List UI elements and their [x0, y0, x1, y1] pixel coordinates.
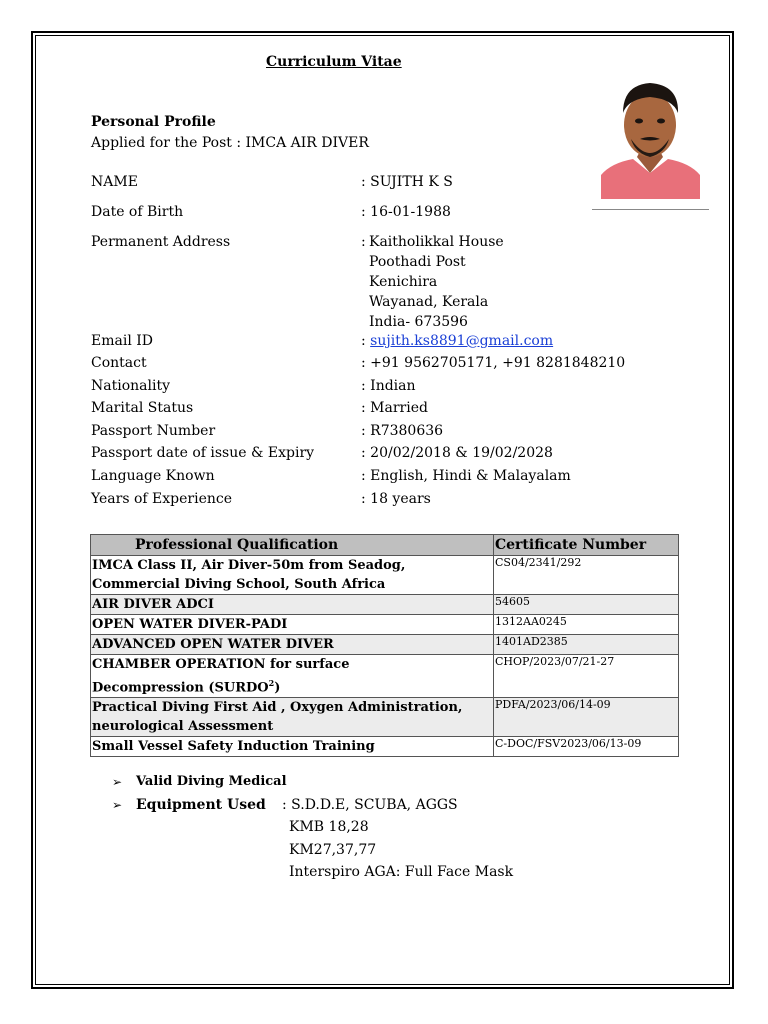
table-row: [91, 556, 679, 595]
contact-label: Contact: [91, 355, 147, 371]
qualification-text: CHAMBER OPERATION for surface: [92, 657, 350, 672]
certificate-cell: 54605: [494, 595, 679, 615]
qualification-header: Professional Qualification: [91, 535, 494, 556]
marital-value: : Married: [361, 400, 428, 416]
language-value: : English, Hindi & Malayalam: [361, 468, 571, 484]
certificate-cell: 1401AD2385: [494, 635, 679, 655]
equipment-line: Interspiro AGA: Full Face Mask: [289, 864, 514, 880]
qualification-text-part: Decompression (SURDO: [92, 680, 269, 696]
address-line: Wayanad, Kerala: [369, 294, 489, 310]
address-line: India- 673596: [369, 314, 468, 330]
email-prefix: :: [361, 333, 371, 349]
address-line: Poothadi Post: [369, 254, 466, 270]
table-header-row: [91, 535, 679, 556]
table-row: [91, 698, 679, 737]
table-row: [91, 655, 679, 698]
document-title: Curriculum Vitae: [266, 54, 402, 70]
certificate-cell: PDFA/2023/06/14-09: [494, 698, 679, 737]
nationality-value: : Indian: [361, 378, 416, 394]
certificate-cell: C-DOC/FSV2023/06/13-09: [494, 737, 679, 757]
personal-profile-heading: Personal Profile: [91, 114, 216, 130]
table-row: [91, 737, 679, 757]
passport-dates-value: : 20/02/2018 & 19/02/2028: [361, 445, 553, 461]
equipment-line: KM27,37,77: [289, 842, 377, 858]
equipment-label: Equipment Used: [136, 797, 266, 813]
qualification-text: [92, 674, 493, 697]
equipment-line: KMB 18,28: [289, 819, 369, 835]
qualification-cell: [91, 655, 494, 698]
address-block: [369, 232, 504, 332]
address-line: Kenichira: [369, 274, 438, 290]
email-link[interactable]: sujith.ks8891@gmail.com: [370, 333, 554, 349]
address-label: Permanent Address: [91, 234, 231, 250]
certificate-cell: CHOP/2023/07/21-27: [494, 655, 679, 698]
superscript: 2: [268, 678, 275, 688]
email-row: [361, 331, 553, 351]
qualification-cell: Small Vessel Safety Induction Training: [91, 737, 494, 757]
table-row: [91, 635, 679, 655]
qualification-text: Commercial Diving School, South Africa: [92, 577, 386, 592]
contact-value: : +91 9562705171, +91 8281848210: [361, 355, 626, 371]
passport-dates-label: Passport date of issue & Expiry: [91, 445, 315, 461]
qualification-text: neurological Assessment: [92, 719, 274, 735]
passport-value: : R7380636: [361, 423, 444, 439]
qualifications-table: [90, 534, 679, 757]
person-photo-icon: [601, 77, 700, 199]
bullet-arrow-icon: ➢: [112, 798, 123, 812]
qualification-cell: ADVANCED OPEN WATER DIVER: [91, 635, 494, 655]
language-label: Language Known: [91, 468, 215, 484]
email-label: Email ID: [91, 333, 154, 349]
equipment-line: : S.D.D.E, SCUBA, AGGS: [282, 797, 458, 813]
marital-label: Marital Status: [91, 400, 194, 416]
passport-label: Passport Number: [91, 423, 216, 439]
nationality-label: Nationality: [91, 378, 170, 394]
photo-underline: [592, 209, 709, 210]
experience-value: : 18 years: [361, 491, 431, 507]
qualification-text: Practical Diving First Aid , Oxygen Administration,: [92, 700, 463, 716]
applied-post: Applied for the Post : IMCA AIR DIVER: [91, 135, 369, 151]
address-prefix: :: [361, 234, 366, 250]
name-value: : SUJITH K S: [361, 174, 453, 190]
medical-item: Valid Diving Medical: [136, 774, 287, 789]
qualification-cell: OPEN WATER DIVER-PADI: [91, 615, 494, 635]
qualification-cell: [91, 698, 494, 737]
bullet-arrow-icon: ➢: [112, 775, 123, 789]
dob-value: : 16-01-1988: [361, 204, 451, 220]
dob-label: Date of Birth: [91, 204, 184, 220]
address-line: Kaitholikkal House: [369, 234, 504, 250]
certificate-cell: 1312AA0245: [494, 615, 679, 635]
name-label: NAME: [91, 174, 138, 190]
qualification-text-part: ): [274, 680, 281, 696]
certificate-cell: CS04/2341/292: [494, 556, 679, 595]
experience-label: Years of Experience: [91, 491, 233, 507]
qualification-cell: [91, 556, 494, 595]
table-row: [91, 615, 679, 635]
qualification-text: IMCA Class II, Air Diver-50m from Seadog,: [92, 558, 406, 573]
certificate-header: Certificate Number: [494, 535, 679, 556]
qualification-cell: AIR DIVER ADCI: [91, 595, 494, 615]
table-row: [91, 595, 679, 615]
